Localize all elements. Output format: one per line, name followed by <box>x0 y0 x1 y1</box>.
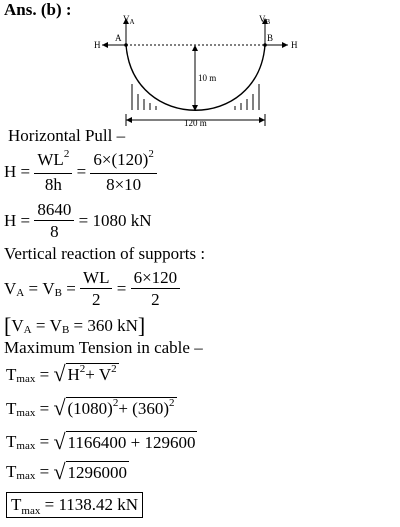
label-span: 120 m <box>184 118 207 128</box>
label-h-right: H <box>291 40 298 50</box>
equation-tmax-2: T max = √ $(1080)^2+ (360)^2$ <box>6 395 175 420</box>
equation-vertical-reaction: V A = V B = $\frac{WL}{2}$ = $\frac{6\times 120}{2}$ <box>4 268 180 309</box>
section-vertical-reaction: Vertical reaction of supports : <box>4 244 206 263</box>
label-va: $V_A$ <box>123 14 135 26</box>
equation-tmax-4: T max = √ 1296000 <box>6 459 128 484</box>
equation-vertical-result: [ V A = V B = 360 kN ] <box>4 313 146 338</box>
equation-tmax-final <box>6 492 143 518</box>
cable-diagram <box>88 12 303 130</box>
label-depth: 10 m <box>198 73 217 83</box>
section-max-tension: Maximum Tension in cable – <box>4 338 203 357</box>
label-h-left: H <box>94 40 101 50</box>
equation-h-formula: H = $\frac{WL^2}{8h}$ = $\frac{6\times(120)^2}{8\times 10}$ <box>4 150 157 194</box>
equation-tmax-1: T max = √ $H^2+ V^2$ <box>6 361 117 386</box>
equation-tmax-3: T max = √ 1166400 + 129600 <box>6 429 196 454</box>
section-horizontal-pull: Horizontal Pull – <box>8 126 126 145</box>
answer-heading: Ans. (b) : <box>4 0 72 19</box>
label-vb: $V_B$ <box>259 14 271 26</box>
label-b: B <box>267 33 274 43</box>
label-a: A <box>115 33 122 43</box>
final-answer-box: $T_{max} = 1138.42$ kN <box>6 492 143 518</box>
equation-h-result: H = $\frac{8640}{8}$ = 1080 kN <box>4 200 152 241</box>
